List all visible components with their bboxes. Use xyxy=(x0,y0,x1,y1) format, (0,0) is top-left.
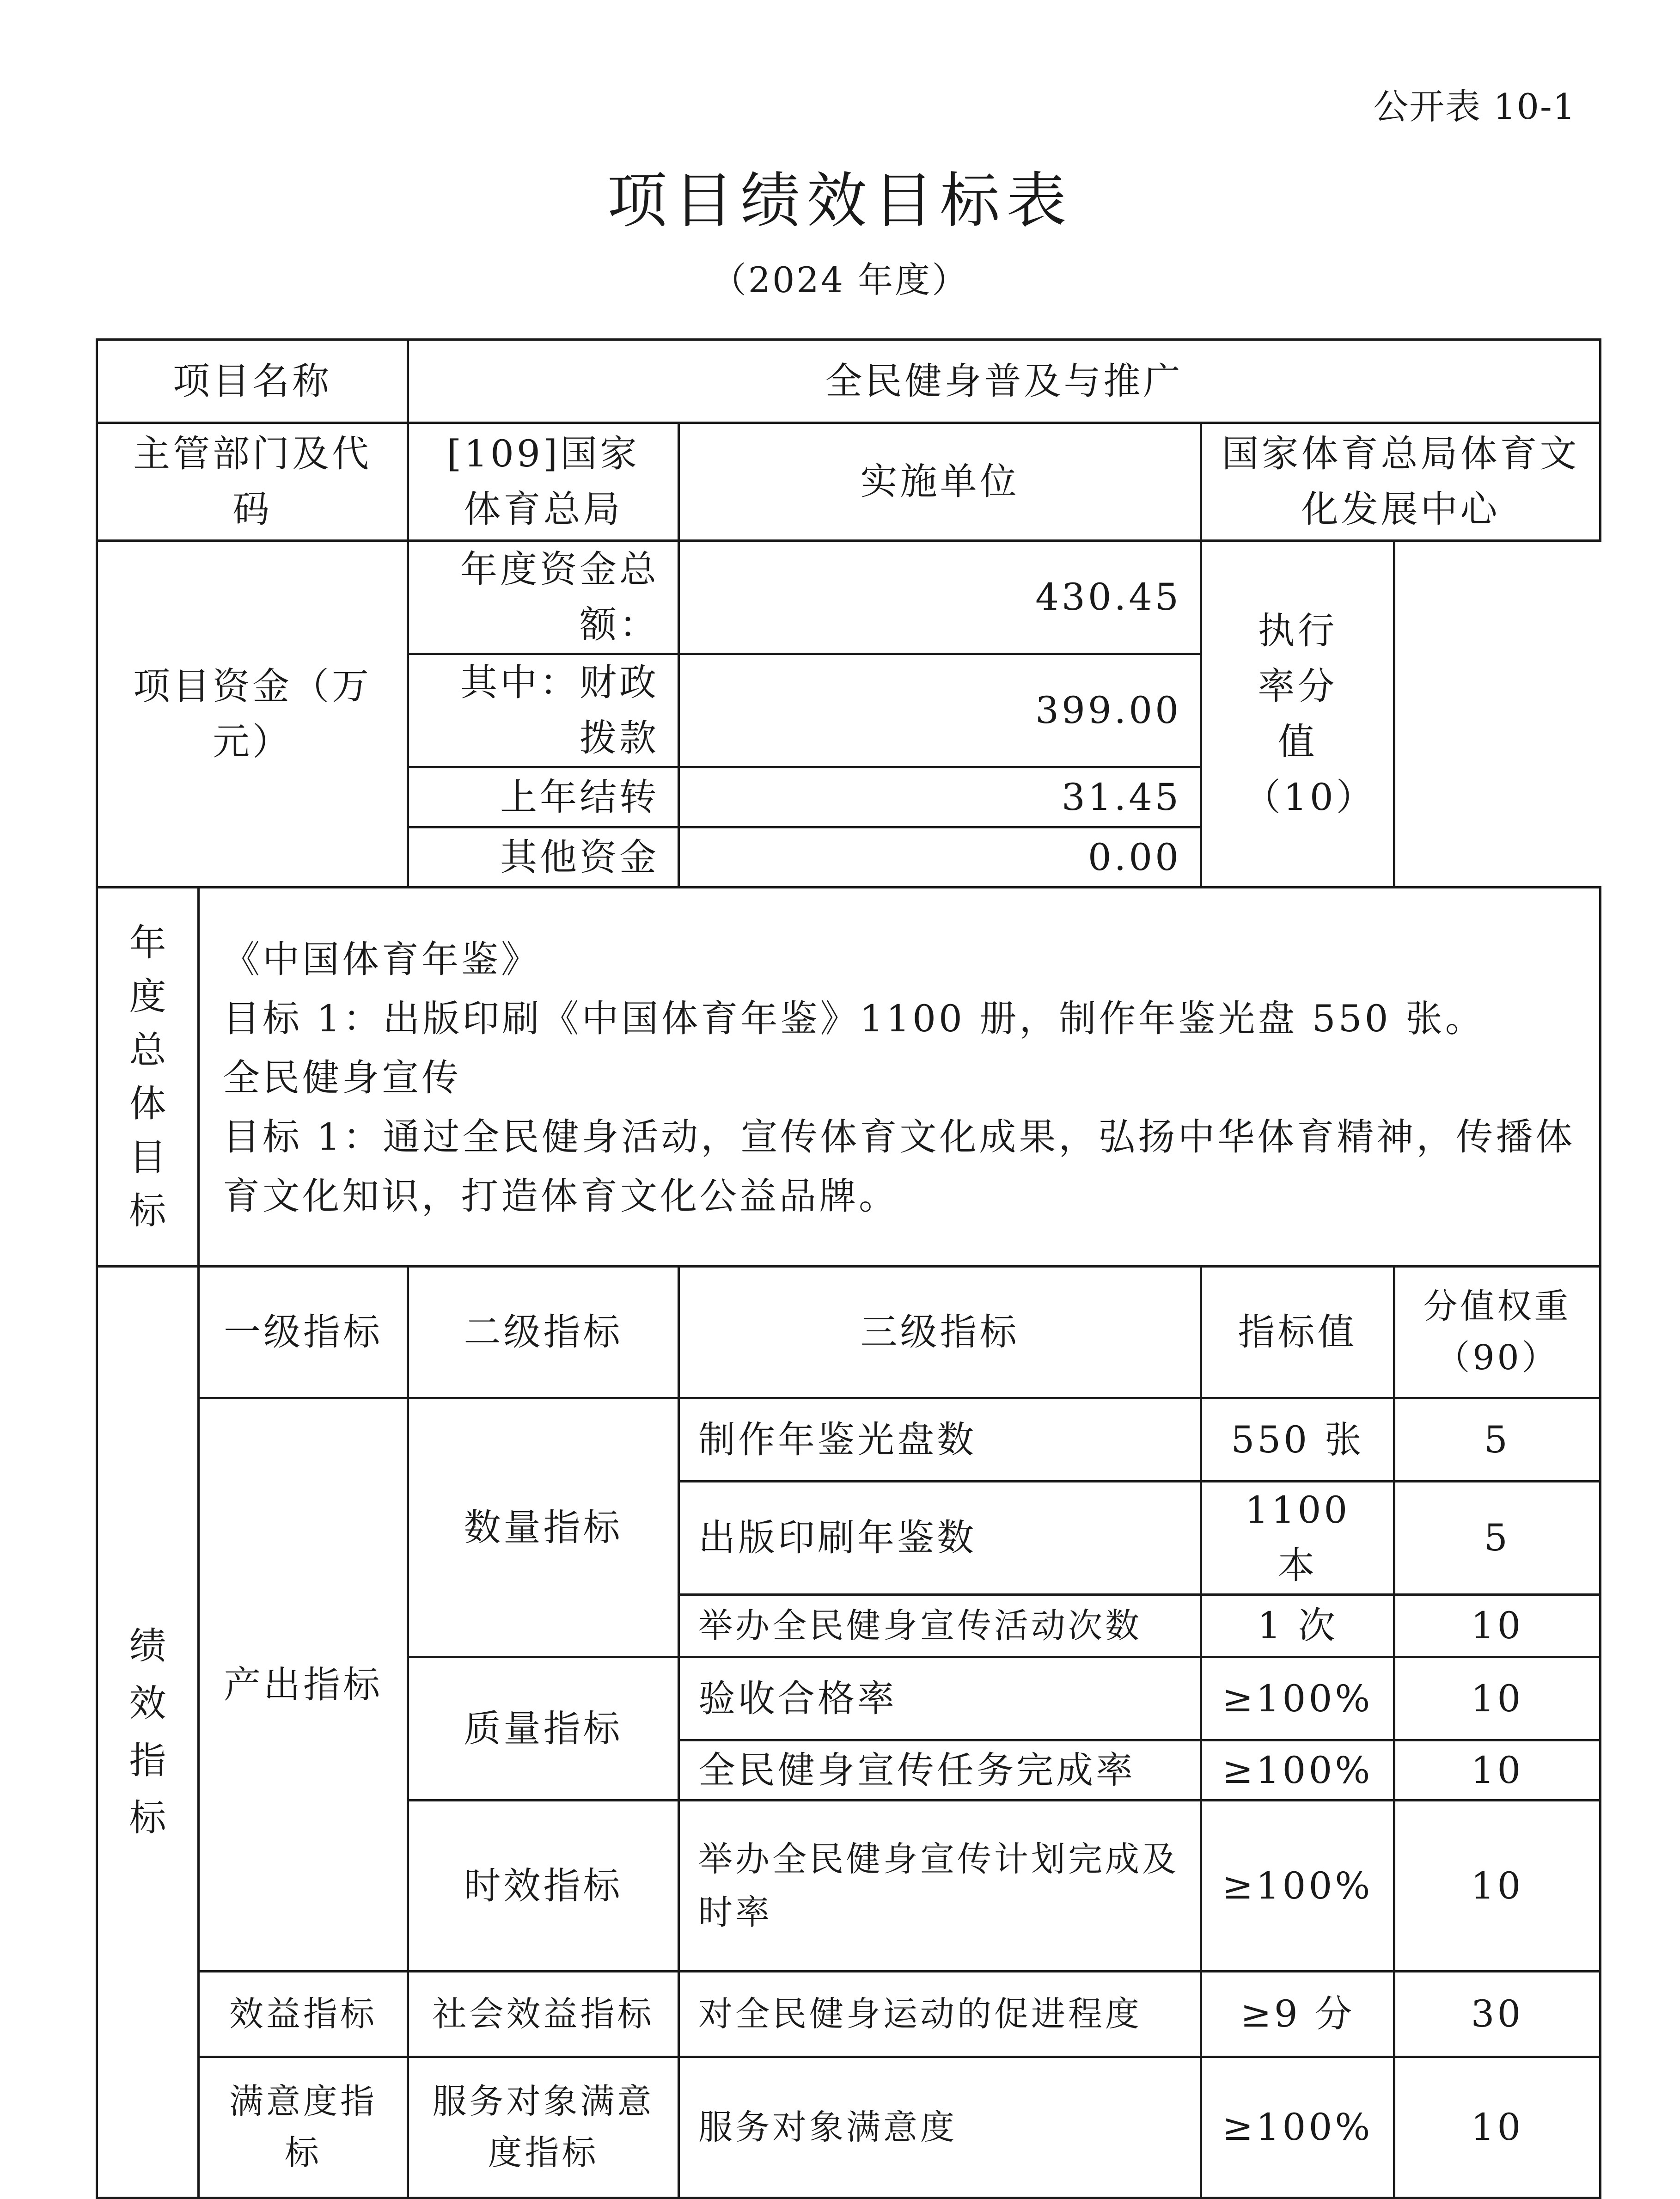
level3-name: 出版印刷年鉴数 xyxy=(679,1482,1201,1595)
indicator-weight: 10 xyxy=(1394,1657,1601,1740)
goal-line: 全民健身宣传 xyxy=(223,1056,461,1099)
level3-name: 全民健身宣传任务完成率 xyxy=(679,1740,1201,1801)
header-level1: 一级指标 xyxy=(199,1267,408,1398)
indicator-value: ≥100% xyxy=(1201,2057,1394,2198)
table-row xyxy=(97,1972,1601,2057)
indicators-label: 绩效指标 xyxy=(97,1267,199,2198)
indicator-value: 1 次 xyxy=(1201,1595,1394,1657)
year-label: （2024 年度） xyxy=(711,259,969,300)
indicator-weight: 5 xyxy=(1394,1482,1601,1595)
dept-label: 主管部门及代码 xyxy=(97,423,408,541)
level3-name: 举办全民健身宣传活动次数 xyxy=(679,1595,1201,1657)
level3-name: 制作年鉴光盘数 xyxy=(679,1398,1201,1482)
project-name-label: 项目名称 xyxy=(97,340,408,423)
level1-satisfaction: 满意度指标 xyxy=(199,2057,408,2198)
indicator-value: ≥100% xyxy=(1201,1657,1394,1740)
table-row xyxy=(97,888,1601,1267)
project-name-value: 全民健身普及与推广 xyxy=(408,340,1601,423)
goal-line: 目标 1：出版印刷《中国体育年鉴》1100 册，制作年鉴光盘 550 张。 xyxy=(223,997,1485,1040)
header-weight: 分值权重（90） xyxy=(1394,1267,1601,1398)
table-row xyxy=(97,423,1601,541)
header-value: 指标值 xyxy=(1201,1267,1394,1398)
header-level3: 三级指标 xyxy=(679,1267,1201,1398)
level3-name: 服务对象满意度 xyxy=(679,2057,1201,2198)
table-row xyxy=(97,541,1601,654)
page-title: 项目绩效目标表 xyxy=(607,165,1073,236)
level3-name: 举办全民健身宣传计划完成及时率 xyxy=(679,1801,1201,1972)
table-row xyxy=(97,2057,1601,2198)
impl-label: 实施单位 xyxy=(679,423,1201,541)
goals-content xyxy=(199,888,1601,1267)
funds-other-label: 其他资金 xyxy=(408,827,679,888)
level2-quantity: 数量指标 xyxy=(408,1398,679,1657)
funds-carryover-value: 31.45 xyxy=(679,767,1201,827)
indicator-weight: 5 xyxy=(1394,1398,1601,1482)
impl-value: 国家体育总局体育文化发展中心 xyxy=(1201,423,1601,541)
table-row xyxy=(97,340,1601,423)
level1-output: 产出指标 xyxy=(199,1398,408,1972)
funds-fiscal-value: 399.00 xyxy=(679,654,1201,767)
indicator-weight: 10 xyxy=(1394,1595,1601,1657)
level2-quality: 质量指标 xyxy=(408,1657,679,1801)
level1-benefit: 效益指标 xyxy=(199,1972,408,2057)
indicator-value: ≥100% xyxy=(1201,1801,1394,1972)
indicator-value: 550 张 xyxy=(1201,1398,1394,1482)
indicator-value: ≥9 分 xyxy=(1201,1972,1394,2057)
indicator-value: ≥100% xyxy=(1201,1740,1394,1801)
level2-service-satisfaction: 服务对象满意度指标 xyxy=(408,2057,679,2198)
funds-total-value: 430.45 xyxy=(679,541,1201,654)
form-number: 公开表 10-1 xyxy=(1373,86,1576,127)
table-row xyxy=(97,1267,1601,1398)
level2-timeliness: 时效指标 xyxy=(408,1801,679,1972)
goal-line: 目标 1：通过全民健身活动，宣传体育文化成果，弘扬中华体育精神，传播体育文化知识，打造体育文化公益品牌。 xyxy=(223,1115,1576,1218)
indicator-weight: 30 xyxy=(1394,1972,1601,2057)
table-row xyxy=(97,1398,1601,1482)
dept-value: [109]国家体育总局 xyxy=(408,423,679,541)
funds-fiscal-label: 其中：财政拨款 xyxy=(408,654,679,767)
indicator-value: 1100 本 xyxy=(1201,1482,1394,1595)
indicator-weight: 10 xyxy=(1394,2057,1601,2198)
rate-score-label: 执行率分值（10） xyxy=(1201,541,1394,888)
goals-label: 年度总体目标 xyxy=(97,888,199,1267)
level3-name: 验收合格率 xyxy=(679,1657,1201,1740)
funds-total-label: 年度资金总额： xyxy=(408,541,679,654)
level3-name: 对全民健身运动的促进程度 xyxy=(679,1972,1201,2057)
indicator-weight: 10 xyxy=(1394,1740,1601,1801)
goal-line: 《中国体育年鉴》 xyxy=(223,938,541,981)
funds-other-value: 0.00 xyxy=(679,827,1201,888)
indicator-weight: 10 xyxy=(1394,1801,1601,1972)
funds-label: 项目资金（万元） xyxy=(97,541,408,888)
performance-table xyxy=(96,338,1601,2199)
header-level2: 二级指标 xyxy=(408,1267,679,1398)
funds-carryover-label: 上年结转 xyxy=(408,767,679,827)
level2-social-benefit: 社会效益指标 xyxy=(408,1972,679,2057)
